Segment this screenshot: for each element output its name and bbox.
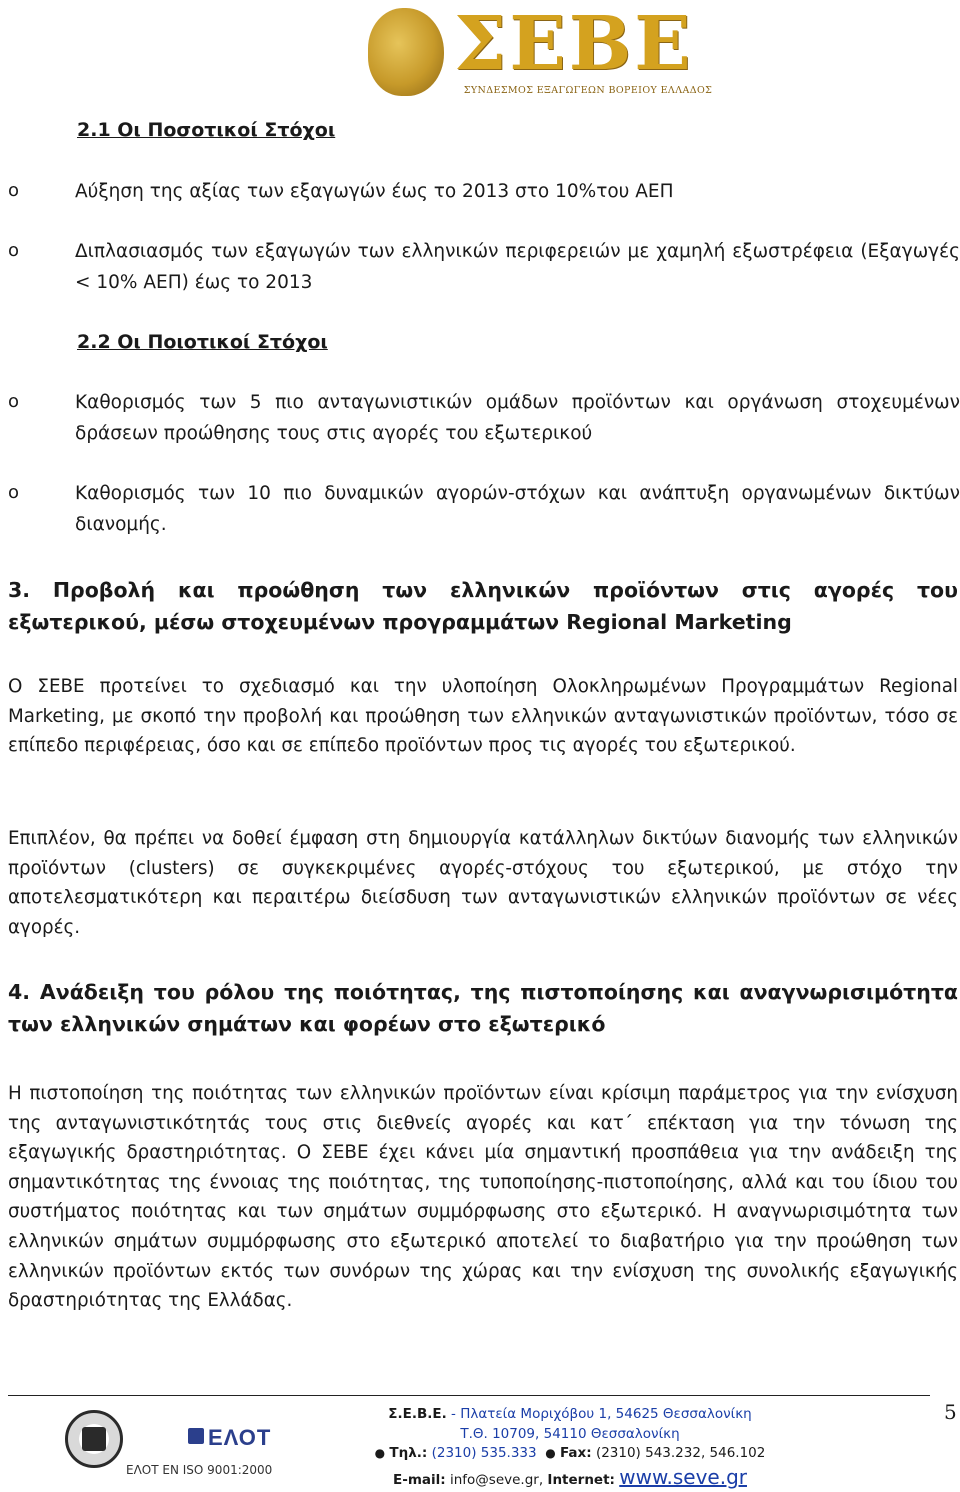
footer-address-line-2 [340,1426,800,1442]
email-value[interactable]: info@seve.gr, [449,1472,544,1488]
bullet-icon: o [8,180,20,201]
section-2-2-heading: 2.2 Οι Ποιοτικοί Στόχοι [77,331,328,353]
section-3-paragraph-1: Ο ΣΕΒΕ προτείνει το σχεδιασμό και την υλοποίηση Ολοκληρωμένων Προγραμμάτων Regional Marketing, με σκοπό την προβολή και προώθηση των ελληνικών ανταγωνιστικών προϊόντων, τόσο σε επίπεδο περιφέρειας, όσο και σε επίπεδο προϊόντων προς τις αγορές του εξωτερικού. [8,676,958,757]
email-label: E-mail: [393,1472,446,1488]
tel-value: (2310) 535.333 [431,1445,537,1461]
section-2-1-heading: 2.1 Οι Ποσοτικοί Στόχοι [77,119,336,141]
bullet-icon: o [8,240,20,261]
bullet-dot-icon: ● [374,1446,386,1460]
footer-address-line-1 [340,1406,800,1422]
coin-emblem-icon [368,8,444,96]
footer-phone-line [340,1445,800,1461]
logo-subtitle: ΣΥΝΔΕΣΜΟΣ ΕΞΑΓΩΓΕΩΝ ΒΟΡΕΙΟΥ ΕΛΛΑΔΟΣ [463,85,713,96]
bullet-icon: o [8,391,20,412]
tel-label: Τηλ.: [389,1445,428,1461]
list-item [8,236,960,306]
bullet-icon: o [8,482,20,503]
logo-wordmark: ΣΕΒΕ [454,1,694,87]
elot-certification-text: ΕΛΟΤ EN ISO 9001:2000 [126,1463,273,1477]
address-line-2: Τ.Θ. 10709, 54110 Θεσσαλονίκη [460,1426,680,1442]
address-line-1: - Πλατεία Μοριχόβου 1, 54625 Θεσσαλονίκη [451,1406,752,1422]
footer-contact-line [340,1465,800,1489]
elot-logo: ΕΛΟΤ [208,1425,272,1450]
fax-value: (2310) 543.232, 546.102 [595,1445,766,1461]
section-3-paragraph-2: Επιπλέον, θα πρέπει να δοθεί έμφαση στη δημιουργία κατάλληλων δικτύων διανομής των ελληνικών προϊόντων (clusters) σε συγκεκριμένες αγορές-στόχους του εξωτερικού, με στόχο την αποτελεσματικότερη και περαιτέρω διείσδυση των ανταγωνιστικών ελληνικών προϊόντων σε νέες αγορές. [8,828,958,938]
page-number: 5 [944,1400,957,1424]
list-item-text: Καθορισμός των 5 πιο ανταγωνιστικών ομάδων προϊόντων και οργάνωση στοχευμένων δράσεων προώθησης τους στις αγορές του εξωτερικού [75,392,960,444]
iqnet-mark-icon [82,1427,106,1451]
section-3-heading: 3. Προβολή και προώθηση των ελληνικών προϊόντων στις αγορές του εξωτερικού, μέσω στοχευμένων προγραμμάτων Regional Marketing [8,578,958,634]
section-4-heading: 4. Ανάδειξη του ρόλου της ποιότητας, της πιστοποίησης και αναγνωρισιμότητα των ελληνικών σημάτων και φορέων στο εξωτερικό [8,980,958,1036]
footer-divider [8,1395,930,1396]
list-item [8,478,960,548]
elot-mark-icon [188,1428,204,1444]
section-4-paragraph: Η πιστοποίηση της ποιότητας των ελληνικών προϊόντων είναι κρίσιμη παράμετρος για την ενίσχυση της ανταγωνιστικότητάς τους στις διεθνείς αγορές και κατ΄ επέκταση για την τόνωση της εξαγωγικής δραστηριότητας. Ο ΣΕΒΕ έχει κάνει μία σημαντική προσπάθεια για την ανάδειξη της σημαντικότητας της έννοιας της ποιότητας, της τυποποίησης-πιστοποίησης, αλλά και του ίδιου του συστήματος ποιότητας και των σημάτων συμμόρφωσης στο εξωτερικό. Η αναγνωρισιμότητα των ελληνικών σημάτων συμμόρφωσης στο εξωτερικό αποτελεί το διαβατήριο για την προώθηση των ελληνικών προϊόντων εκτός των συνόρων της χώρας και την ενίσχυση της συνολικής εξαγωγικής δραστηριότητας της Ελλάδας. [8,1083,958,1312]
internet-label: Internet: [547,1472,615,1488]
certification-badge-icon [65,1410,123,1468]
list-item [8,176,960,216]
list-item-text: Καθορισμός των 10 πιο δυναμικών αγορών-στόχων και ανάπτυξη οργανωμένων δικτύων διανομής. [75,483,960,535]
bullet-dot-icon: ● [545,1446,556,1460]
org-abbrev: Σ.Ε.Β.Ε. [388,1406,447,1422]
list-item-text: Αύξηση της αξίας των εξαγωγών έως το 2013 στο 10%του ΑΕΠ [75,181,674,202]
fax-label: Fax: [559,1445,592,1461]
list-item-text: Διπλασιασμός των εξαγωγών των ελληνικών περιφερειών με χαμηλή εξωστρέφεια (Εξαγωγές < 10% ΑΕΠ) έως το 2013 [75,241,960,293]
seve-logo [368,1,714,102]
list-item [8,387,960,457]
website-link[interactable]: www.seve.gr [619,1465,747,1489]
